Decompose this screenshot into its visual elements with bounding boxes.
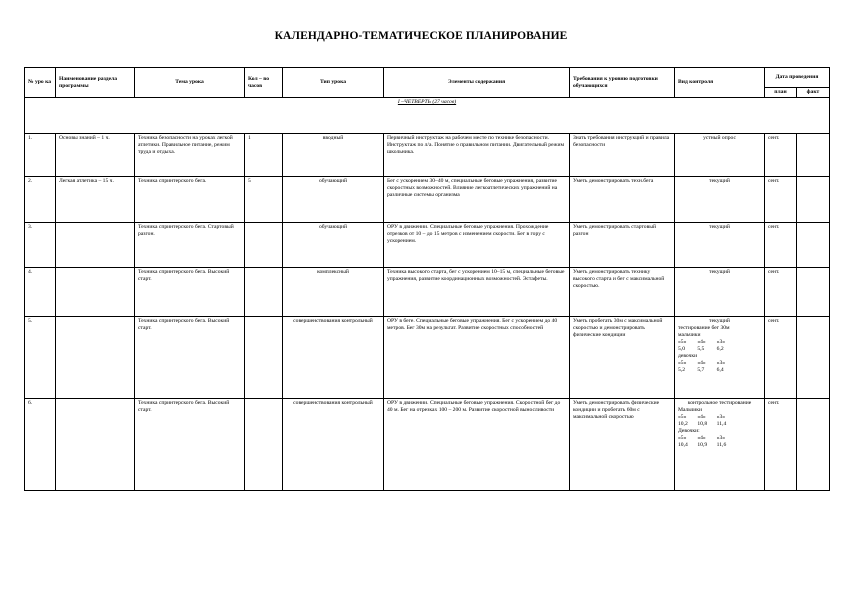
row-type: обучающий [283, 223, 384, 268]
header-control: Вид контроля [675, 68, 765, 98]
table-row [25, 134, 830, 177]
norm-value: 6,4 [716, 367, 724, 373]
row-content: ОРУ в беге. Специальные беговые упражнения. Бег с ускорением до 40 метров. Бег 30м на результат. Развитие скоростных способностей [384, 317, 570, 399]
row-num: 6. [25, 399, 56, 491]
header-type: Тип урока [283, 68, 384, 98]
row-requirements: Уметь демонстрировать стартовый разгон [570, 223, 675, 268]
row-section [56, 268, 135, 317]
row-hours: 5 [245, 177, 283, 223]
girls-label: девочки [678, 353, 698, 359]
row-num: 1. [25, 134, 56, 177]
row-hours [245, 268, 283, 317]
table-row [25, 268, 830, 317]
grade-5: «5» [678, 435, 687, 441]
row-section [56, 399, 135, 491]
grade-3: «3» [716, 435, 726, 441]
row-control: устный опрос [675, 134, 765, 177]
row-type: совершенствования контрольный [283, 317, 384, 399]
norm-value: 5,0 [678, 346, 685, 352]
norm-value: 5,5 [697, 346, 705, 352]
table-row [25, 317, 830, 399]
header-topic: Тема урока [135, 68, 245, 98]
row-requirements: Знать требования инструкций и правила безопасности [570, 134, 675, 177]
girls-norms [678, 367, 736, 374]
grade-5: «5» [678, 414, 687, 420]
header-date-plan: план [765, 88, 797, 98]
norm-value: 11,4 [716, 421, 727, 427]
header-date-fact: факт [797, 88, 830, 98]
page-title: КАЛЕНДАРНО-ТЕМАТИЧЕСКОЕ ПЛАНИРОВАНИЕ [274, 30, 568, 42]
control-title: контрольное тестирование [687, 400, 752, 406]
row-fact [797, 177, 830, 223]
row-type: комплексный [283, 268, 384, 317]
grade-5: «5» [678, 339, 687, 345]
grade-4: «4» [697, 360, 706, 366]
grade-3: «3» [716, 360, 726, 366]
row-content: Первичный инструктаж на рабочем месте по технике безопасности. Инструктаж по л/а. Понятие о правильном питании. Двигательный режим школьника. [384, 134, 570, 177]
norm-value: 6,2 [716, 346, 724, 352]
row-requirements: Уметь пробегать 30м с максимальной скоростью и демонстрировать физические кондиции [570, 317, 675, 399]
row-topic: Техника спринтерского бега. Высокий старт. [135, 268, 245, 317]
table-row [25, 177, 830, 223]
header-hours: Кол – во часов [245, 68, 283, 98]
row-fact [797, 268, 830, 317]
row-plan: сент. [765, 399, 797, 491]
norm-value: 10,8 [697, 421, 708, 427]
grade-5: «5» [678, 360, 687, 366]
row-type: вводный [283, 134, 384, 177]
row-fact [797, 399, 830, 491]
row-content: ОРУ в движении. Специальные беговые упражнения. Скоростной бег до 40 м. Бег на отрезках 100 – 200 м. Развитие скоростной выносливости [384, 399, 570, 491]
girls-label: Девочки: [678, 428, 700, 434]
row-topic: Техника спринтерского бега. Высокий старт. [135, 317, 245, 399]
norm-value: 5,7 [697, 367, 705, 373]
row-requirements: Уметь демонстрировать технику высокого старта и бег с максимальной скоростью. [570, 268, 675, 317]
row-requirements: Уметь демонстрировать техн.бега [570, 177, 675, 223]
boys-norms [678, 346, 736, 353]
quarter-heading: I –ЧЕТВЕРТЬ (27 часов) [25, 98, 830, 134]
row-control [675, 317, 765, 399]
norm-value: 10,2 [678, 421, 688, 427]
boys-label: Мальчики [678, 407, 702, 413]
row-plan: сент. [765, 134, 797, 177]
planning-table [24, 67, 830, 491]
grades-row [678, 339, 736, 346]
row-content: ОРУ в движении. Специальные беговые упражнения. Прохождение отрезков от 10 – до 15 метров с изменением скорости. Бег в гору с ускорением. [384, 223, 570, 268]
row-requirements: Уметь демонстрировать физические кондиции и пробегать 60м с максимальной скоростью [570, 399, 675, 491]
grade-3: «3» [716, 339, 726, 345]
grade-4: «4» [697, 414, 706, 420]
norm-value: 5,2 [678, 367, 685, 373]
header-date: Дата проведения [765, 68, 830, 88]
row-topic: Техника спринтерского бега. [135, 177, 245, 223]
header-content: Элементы содержания [384, 68, 570, 98]
grade-4: «4» [697, 339, 706, 345]
row-num: 2. [25, 177, 56, 223]
grades-row [678, 435, 736, 442]
row-control [675, 399, 765, 491]
row-fact [797, 317, 830, 399]
row-content: Бег с ускорением 30–40 м, специальные беговые упражнения, развитие скоростных возможностей. Влияние легкоатлетических упражнений на различные системы организма [384, 177, 570, 223]
row-control: текущий [675, 223, 765, 268]
row-num: 4. [25, 268, 56, 317]
row-plan: сент. [765, 317, 797, 399]
control-subtitle: тестирование бег 30м [678, 325, 730, 331]
control-title: текущий [709, 318, 730, 324]
grade-4: «4» [697, 435, 706, 441]
row-control: текущий [675, 177, 765, 223]
row-plan: сент. [765, 177, 797, 223]
header-requirements: Требования к уровню подготовки обучающихся [570, 68, 675, 98]
grades-row [678, 360, 736, 367]
header-num: № уро ка [25, 68, 56, 98]
girls-norms [678, 442, 736, 449]
row-control: текущий [675, 268, 765, 317]
grade-3: «3» [716, 414, 726, 420]
row-hours [245, 399, 283, 491]
row-section [56, 317, 135, 399]
row-topic: Техника спринтерского бега. Стартовый разгон. [135, 223, 245, 268]
row-topic: Техника спринтерского бега. Высокий старт. [135, 399, 245, 491]
row-section: Основы знаний – 1 ч. [56, 134, 135, 177]
table-row [25, 399, 830, 491]
row-content: Техника высокого старта, бег с ускорением 10–15 м, специальные беговые упражнения, развитие координационных возможностей. Эстафеты. [384, 268, 570, 317]
row-fact [797, 223, 830, 268]
row-hours [245, 317, 283, 399]
row-plan: сент. [765, 268, 797, 317]
norm-value: 10,4 [678, 442, 688, 448]
header-section: Наименование раздела программы [56, 68, 135, 98]
table-row [25, 223, 830, 268]
row-section [56, 223, 135, 268]
row-fact [797, 134, 830, 177]
norm-value: 10,9 [697, 442, 708, 448]
boys-label: мальчики [678, 332, 701, 338]
row-hours: 1 [245, 134, 283, 177]
row-num: 3. [25, 223, 56, 268]
row-num: 5. [25, 317, 56, 399]
boys-norms [678, 421, 736, 428]
row-topic: Техника безопасности на уроках легкой атлетики. Правильное питание, режим труда и отдыха. [135, 134, 245, 177]
grades-row [678, 414, 736, 421]
row-type: совершенствования контрольный [283, 399, 384, 491]
row-type: обучающий [283, 177, 384, 223]
norm-value: 11,6 [716, 442, 727, 448]
row-section: Легкая атлетика – 15 ч. [56, 177, 135, 223]
row-plan: сент. [765, 223, 797, 268]
row-hours [245, 223, 283, 268]
